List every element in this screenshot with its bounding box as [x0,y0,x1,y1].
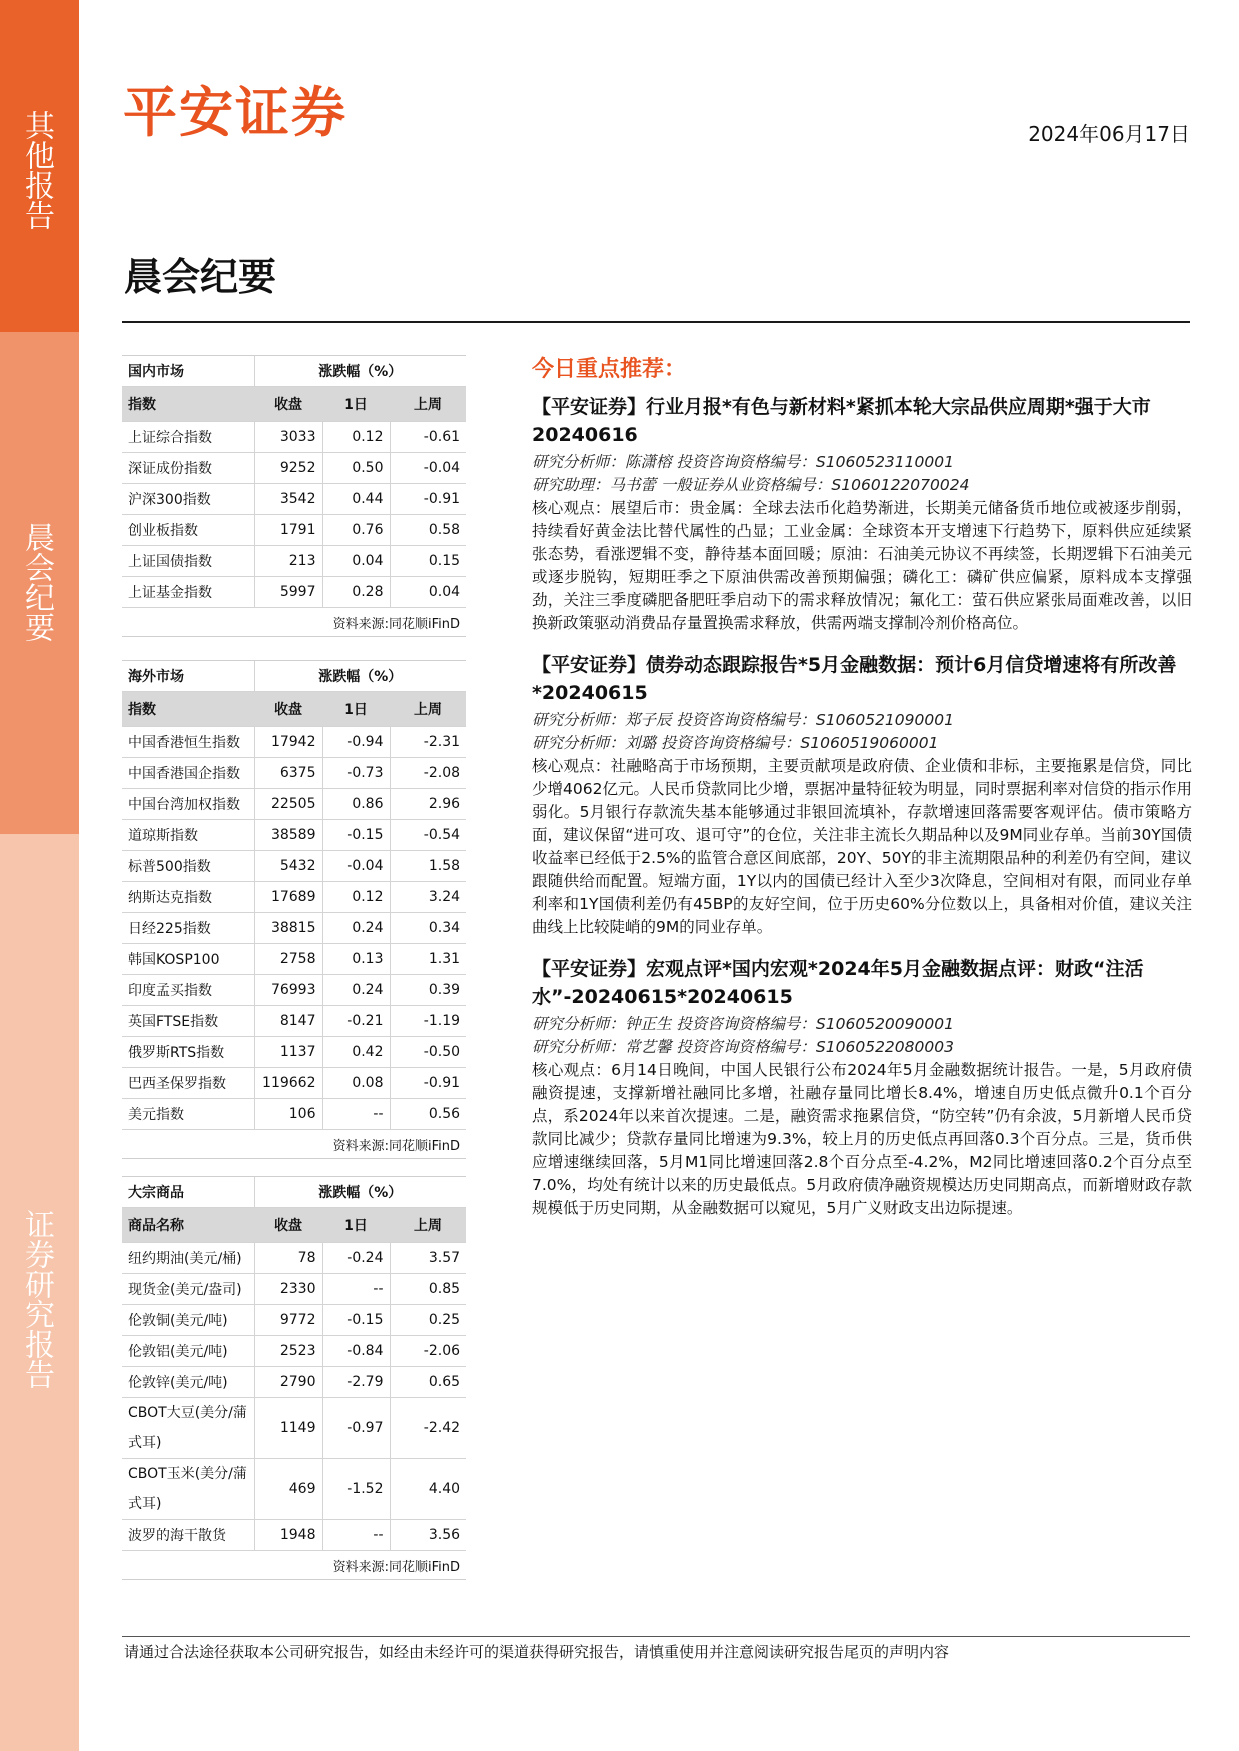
close-value: 17689 [254,882,322,913]
table-row [122,1006,466,1037]
column-header: 1日 [322,692,390,727]
table-source: 资料来源:同花顺iFinD [122,608,466,637]
close-value: 5997 [254,577,322,608]
day-change: -- [322,1520,390,1551]
change-header: 涨跌幅（%） [254,661,466,692]
day-change: 0.13 [322,944,390,975]
commodity-name: 伦敦锌(美元/吨) [122,1367,254,1398]
article-item [532,955,1192,1220]
table-row [122,1099,466,1130]
table-row [122,1459,466,1520]
table-category: 大宗商品 [122,1177,254,1208]
week-change: -0.91 [390,484,466,515]
close-value: 38815 [254,913,322,944]
close-value: 106 [254,1099,322,1130]
footer-disclaimer: 请通过合法途径获取本公司研究报告，如经由未经许可的渠道获得研究报告，请慎重使用并注意阅读研究报告尾页的声明内容 [124,1643,950,1661]
index-name: 上证基金指数 [122,577,254,608]
table-row [122,820,466,851]
article-analyst: 研究分析师：钟正生 投资咨询资格编号：S1060520090001 [532,1015,954,1033]
index-name: 创业板指数 [122,515,254,546]
week-change: 0.25 [390,1305,466,1336]
week-change: 3.24 [390,882,466,913]
close-value: 9252 [254,453,322,484]
close-value: 17942 [254,727,322,758]
table-row [122,975,466,1006]
close-value: 1137 [254,1037,322,1068]
table-row [122,1037,466,1068]
report-date: 2024年06月17日 [1028,122,1190,146]
table-row [122,789,466,820]
overseas-market-table [122,660,466,1159]
week-change: 3.56 [390,1520,466,1551]
commodity-name: 纽约期油(美元/桶) [122,1243,254,1274]
close-value: 38589 [254,820,322,851]
sidebar-label-other-reports: 其他报告 [19,110,54,230]
table-category: 海外市场 [122,661,254,692]
table-row [122,1367,466,1398]
column-header: 1日 [322,387,390,422]
close-value: 22505 [254,789,322,820]
table-row [122,913,466,944]
table-row [122,484,466,515]
table-category-row [122,356,466,387]
article-title[interactable]: 【平安证券】债券动态跟踪报告*5月金融数据：预计6月信贷增速将有所改善*20240615 [532,654,1177,704]
table-header-row [122,1208,466,1243]
article-title[interactable]: 【平安证券】宏观点评*国内宏观*2024年5月金融数据点评：财政“注活水”-20240615*20240615 [532,958,1144,1008]
week-change: 0.34 [390,913,466,944]
week-change: 0.85 [390,1274,466,1305]
sidebar-segment-other-reports [0,0,79,332]
day-change: 0.08 [322,1068,390,1099]
table-row [122,851,466,882]
week-change: -0.50 [390,1037,466,1068]
close-value: 9772 [254,1305,322,1336]
close-value: 2790 [254,1367,322,1398]
index-name: 道琼斯指数 [122,820,254,851]
week-change: -0.54 [390,820,466,851]
index-name: 日经225指数 [122,913,254,944]
index-name: 韩国KOSP100 [122,944,254,975]
change-header: 涨跌幅（%） [254,356,466,387]
week-change: 0.65 [390,1367,466,1398]
index-name: 美元指数 [122,1099,254,1130]
week-change: -2.31 [390,727,466,758]
close-value: 3542 [254,484,322,515]
day-change: 0.12 [322,422,390,453]
company-logo: 平安证券 [123,81,347,144]
table-row [122,1336,466,1367]
index-name: 沪深300指数 [122,484,254,515]
commodity-name: 波罗的海干散货 [122,1520,254,1551]
table-category-row [122,1177,466,1208]
week-change: -1.19 [390,1006,466,1037]
day-change: 0.42 [322,1037,390,1068]
close-value: 1948 [254,1520,322,1551]
column-header: 商品名称 [122,1208,254,1243]
domestic-market-table [122,355,466,637]
close-value: 3033 [254,422,322,453]
table-row [122,453,466,484]
table-row [122,727,466,758]
column-header: 上周 [390,1208,466,1243]
day-change: -0.97 [322,1398,390,1459]
close-value: 213 [254,546,322,577]
sidebar-label-morning-notes: 晨会纪要 [19,522,54,642]
table-source-row [122,1551,466,1580]
recommendations-heading: 今日重点推荐： [532,357,687,382]
week-change: -2.42 [390,1398,466,1459]
table-category-row [122,661,466,692]
week-change: 0.39 [390,975,466,1006]
page-title: 晨会纪要 [124,255,277,299]
day-change: -0.15 [322,1305,390,1336]
close-value: 8147 [254,1006,322,1037]
table-source-row [122,608,466,637]
day-change: -0.24 [322,1243,390,1274]
day-change: 0.50 [322,453,390,484]
commodities-table [122,1176,466,1580]
index-name: 中国香港国企指数 [122,758,254,789]
close-value: 1791 [254,515,322,546]
article-item [532,651,1192,939]
table-row [122,1274,466,1305]
index-name: 上证国债指数 [122,546,254,577]
close-value: 78 [254,1243,322,1274]
close-value: 1149 [254,1398,322,1459]
week-change: 1.58 [390,851,466,882]
index-name: 纳斯达克指数 [122,882,254,913]
article-analyst: 研究分析师：常艺馨 投资咨询资格编号：S1060522080003 [532,1038,954,1056]
table-row [122,546,466,577]
commodity-name: CBOT玉米(美分/蒲式耳) [122,1459,254,1520]
close-value: 119662 [254,1068,322,1099]
week-change: -0.04 [390,453,466,484]
day-change: -0.04 [322,851,390,882]
week-change: 0.56 [390,1099,466,1130]
day-change: -0.21 [322,1006,390,1037]
article-title[interactable]: 【平安证券】行业月报*有色与新材料*紧抓本轮大宗品供应周期*强于大市20240616 [532,396,1151,446]
week-change: 0.04 [390,577,466,608]
index-name: 巴西圣保罗指数 [122,1068,254,1099]
week-change: -2.06 [390,1336,466,1367]
close-value: 6375 [254,758,322,789]
day-change: 0.86 [322,789,390,820]
day-change: 0.24 [322,975,390,1006]
article-analyst: 研究分析师：陈潇榕 投资咨询资格编号：S1060523110001 [532,453,954,471]
week-change: 2.96 [390,789,466,820]
column-header: 上周 [390,692,466,727]
column-header: 收盘 [254,692,322,727]
day-change: -0.84 [322,1336,390,1367]
article-body: 核心观点：展望后市：贵金属：全球去法币化趋势渐进，长期美元储备货币地位或被逐步削弱，持续看好黄金法比替代属性的凸显；工业金属：全球资本开支增速下行趋势下，原料供应延续紧张态势，看涨逻辑不变，静待基本面回暖；原油：石油美元协议不再续签，长期逻辑下石油美元或逐步脱钩，短期旺季之下原油供需改善预期偏强；磷化工：磷矿供应偏紧，原料成本支撑强劲，关注三季度磷肥备肥旺季启动下的需求释放情况；氟化工：萤石供应紧张局面难改善，以旧换新政策驱动消费品存量置换需求释放，供需两端支撑制冷剂价格高位。 [532,499,1192,632]
table-header-row [122,692,466,727]
table-row [122,1398,466,1459]
index-name: 印度孟买指数 [122,975,254,1006]
week-change: 3.57 [390,1243,466,1274]
day-change: -0.94 [322,727,390,758]
week-change: 1.31 [390,944,466,975]
day-change: -2.79 [322,1367,390,1398]
index-name: 英国FTSE指数 [122,1006,254,1037]
table-row [122,1520,466,1551]
article-body: 核心观点：社融略高于市场预期，主要贡献项是政府债、企业债和非标，主要拖累是信贷，同比少增4062亿元。人民币贷款同比少增，票据冲量特征较为明显，同时票据利率对信贷的指示作用弱化。5月银行存款流失基本能够通过非银回流填补，存款增速回落需要客观评估。债市策略方面，建议保留“进可攻、退可守”的仓位，关注非主流长久期品种以及9M同业存单。当前30Y国债收益率已经低于2.5%的监管合意区间底部，20Y、50Y的非主流期限品种的利差仍有空间，建议跟随供给而配置。短端方面，1Y以内的国债已经计入至少3次降息，空间相对有限，而同业存单利率和1Y国债利差仍有45BP的友好空间，位于历史60%分位数以上，具备相对价值，建议关注曲线上比较陡峭的9M的同业存单。 [532,757,1192,936]
day-change: -- [322,1274,390,1305]
table-header-row [122,387,466,422]
column-header: 收盘 [254,387,322,422]
article-analyst: 研究分析师：刘璐 投资咨询资格编号：S1060519060001 [532,734,939,752]
index-name: 深证成份指数 [122,453,254,484]
index-name: 俄罗斯RTS指数 [122,1037,254,1068]
week-change: -2.08 [390,758,466,789]
close-value: 5432 [254,851,322,882]
close-value: 2330 [254,1274,322,1305]
commodity-name: 伦敦铜(美元/吨) [122,1305,254,1336]
article-body: 核心观点：6月14日晚间，中国人民银行公布2024年5月金融数据统计报告。一是，5月政府债融资提速，支撑新增社融同比多增，社融存量同比增长8.4%，增速自历史低点微升0.1个百分点，系2024年以来首次提速。二是，融资需求拖累信贷，“防空转”仍有余波，5月新增人民币贷款同比减少；贷款存量同比增速为9.3%，较上月的历史低点再回落0.3个百分点。三是，货币供应增速继续回落，5月M1同比增速回落2.8个百分点至-4.2%，M2同比增速回落0.2个百分点至7.0%，均处有统计以来的历史最低点。5月政府债净融资规模达历史同期高点，而新增财政存款规模低于历史同期，从金融数据可以窥见，5月广义财政支出边际提速。 [532,1061,1192,1217]
week-change: 4.40 [390,1459,466,1520]
index-name: 标普500指数 [122,851,254,882]
commodity-name: 伦敦铝(美元/吨) [122,1336,254,1367]
day-change: 0.04 [322,546,390,577]
day-change: 0.44 [322,484,390,515]
commodity-name: 现货金(美元/盎司) [122,1274,254,1305]
week-change: -0.61 [390,422,466,453]
column-header: 指数 [122,692,254,727]
index-name: 中国台湾加权指数 [122,789,254,820]
day-change: -1.52 [322,1459,390,1520]
recommendations-section [532,352,1192,1236]
sidebar [0,0,79,1751]
table-row [122,758,466,789]
close-value: 2523 [254,1336,322,1367]
article-analyst: 研究分析师：郑子辰 投资咨询资格编号：S1060521090001 [532,711,954,729]
table-row [122,882,466,913]
column-header: 指数 [122,387,254,422]
table-row [122,1305,466,1336]
table-row [122,577,466,608]
table-row [122,944,466,975]
close-value: 76993 [254,975,322,1006]
title-divider [122,321,1190,323]
table-row [122,1243,466,1274]
week-change: 0.58 [390,515,466,546]
sidebar-label-research: 证券研究报告 [19,1209,54,1389]
change-header: 涨跌幅（%） [254,1177,466,1208]
day-change: 0.24 [322,913,390,944]
footer-divider [122,1636,1190,1637]
day-change: 0.12 [322,882,390,913]
commodity-name: CBOT大豆(美分/蒲式耳) [122,1398,254,1459]
day-change: -0.15 [322,820,390,851]
article-item [532,393,1192,635]
column-header: 上周 [390,387,466,422]
table-row [122,422,466,453]
table-source: 资料来源:同花顺iFinD [122,1551,466,1580]
table-source: 资料来源:同花顺iFinD [122,1130,466,1159]
column-header: 收盘 [254,1208,322,1243]
day-change: -- [322,1099,390,1130]
day-change: 0.76 [322,515,390,546]
week-change: 0.15 [390,546,466,577]
table-row [122,1068,466,1099]
close-value: 469 [254,1459,322,1520]
table-category: 国内市场 [122,356,254,387]
table-source-row [122,1130,466,1159]
index-name: 上证综合指数 [122,422,254,453]
close-value: 2758 [254,944,322,975]
sidebar-segment-research [0,834,79,1751]
day-change: 0.28 [322,577,390,608]
index-name: 中国香港恒生指数 [122,727,254,758]
table-row [122,515,466,546]
article-analyst: 研究助理：马书蕾 一般证券从业资格编号：S1060122070024 [532,476,970,494]
week-change: -0.91 [390,1068,466,1099]
day-change: -0.73 [322,758,390,789]
column-header: 1日 [322,1208,390,1243]
sidebar-segment-morning-notes [0,332,79,834]
